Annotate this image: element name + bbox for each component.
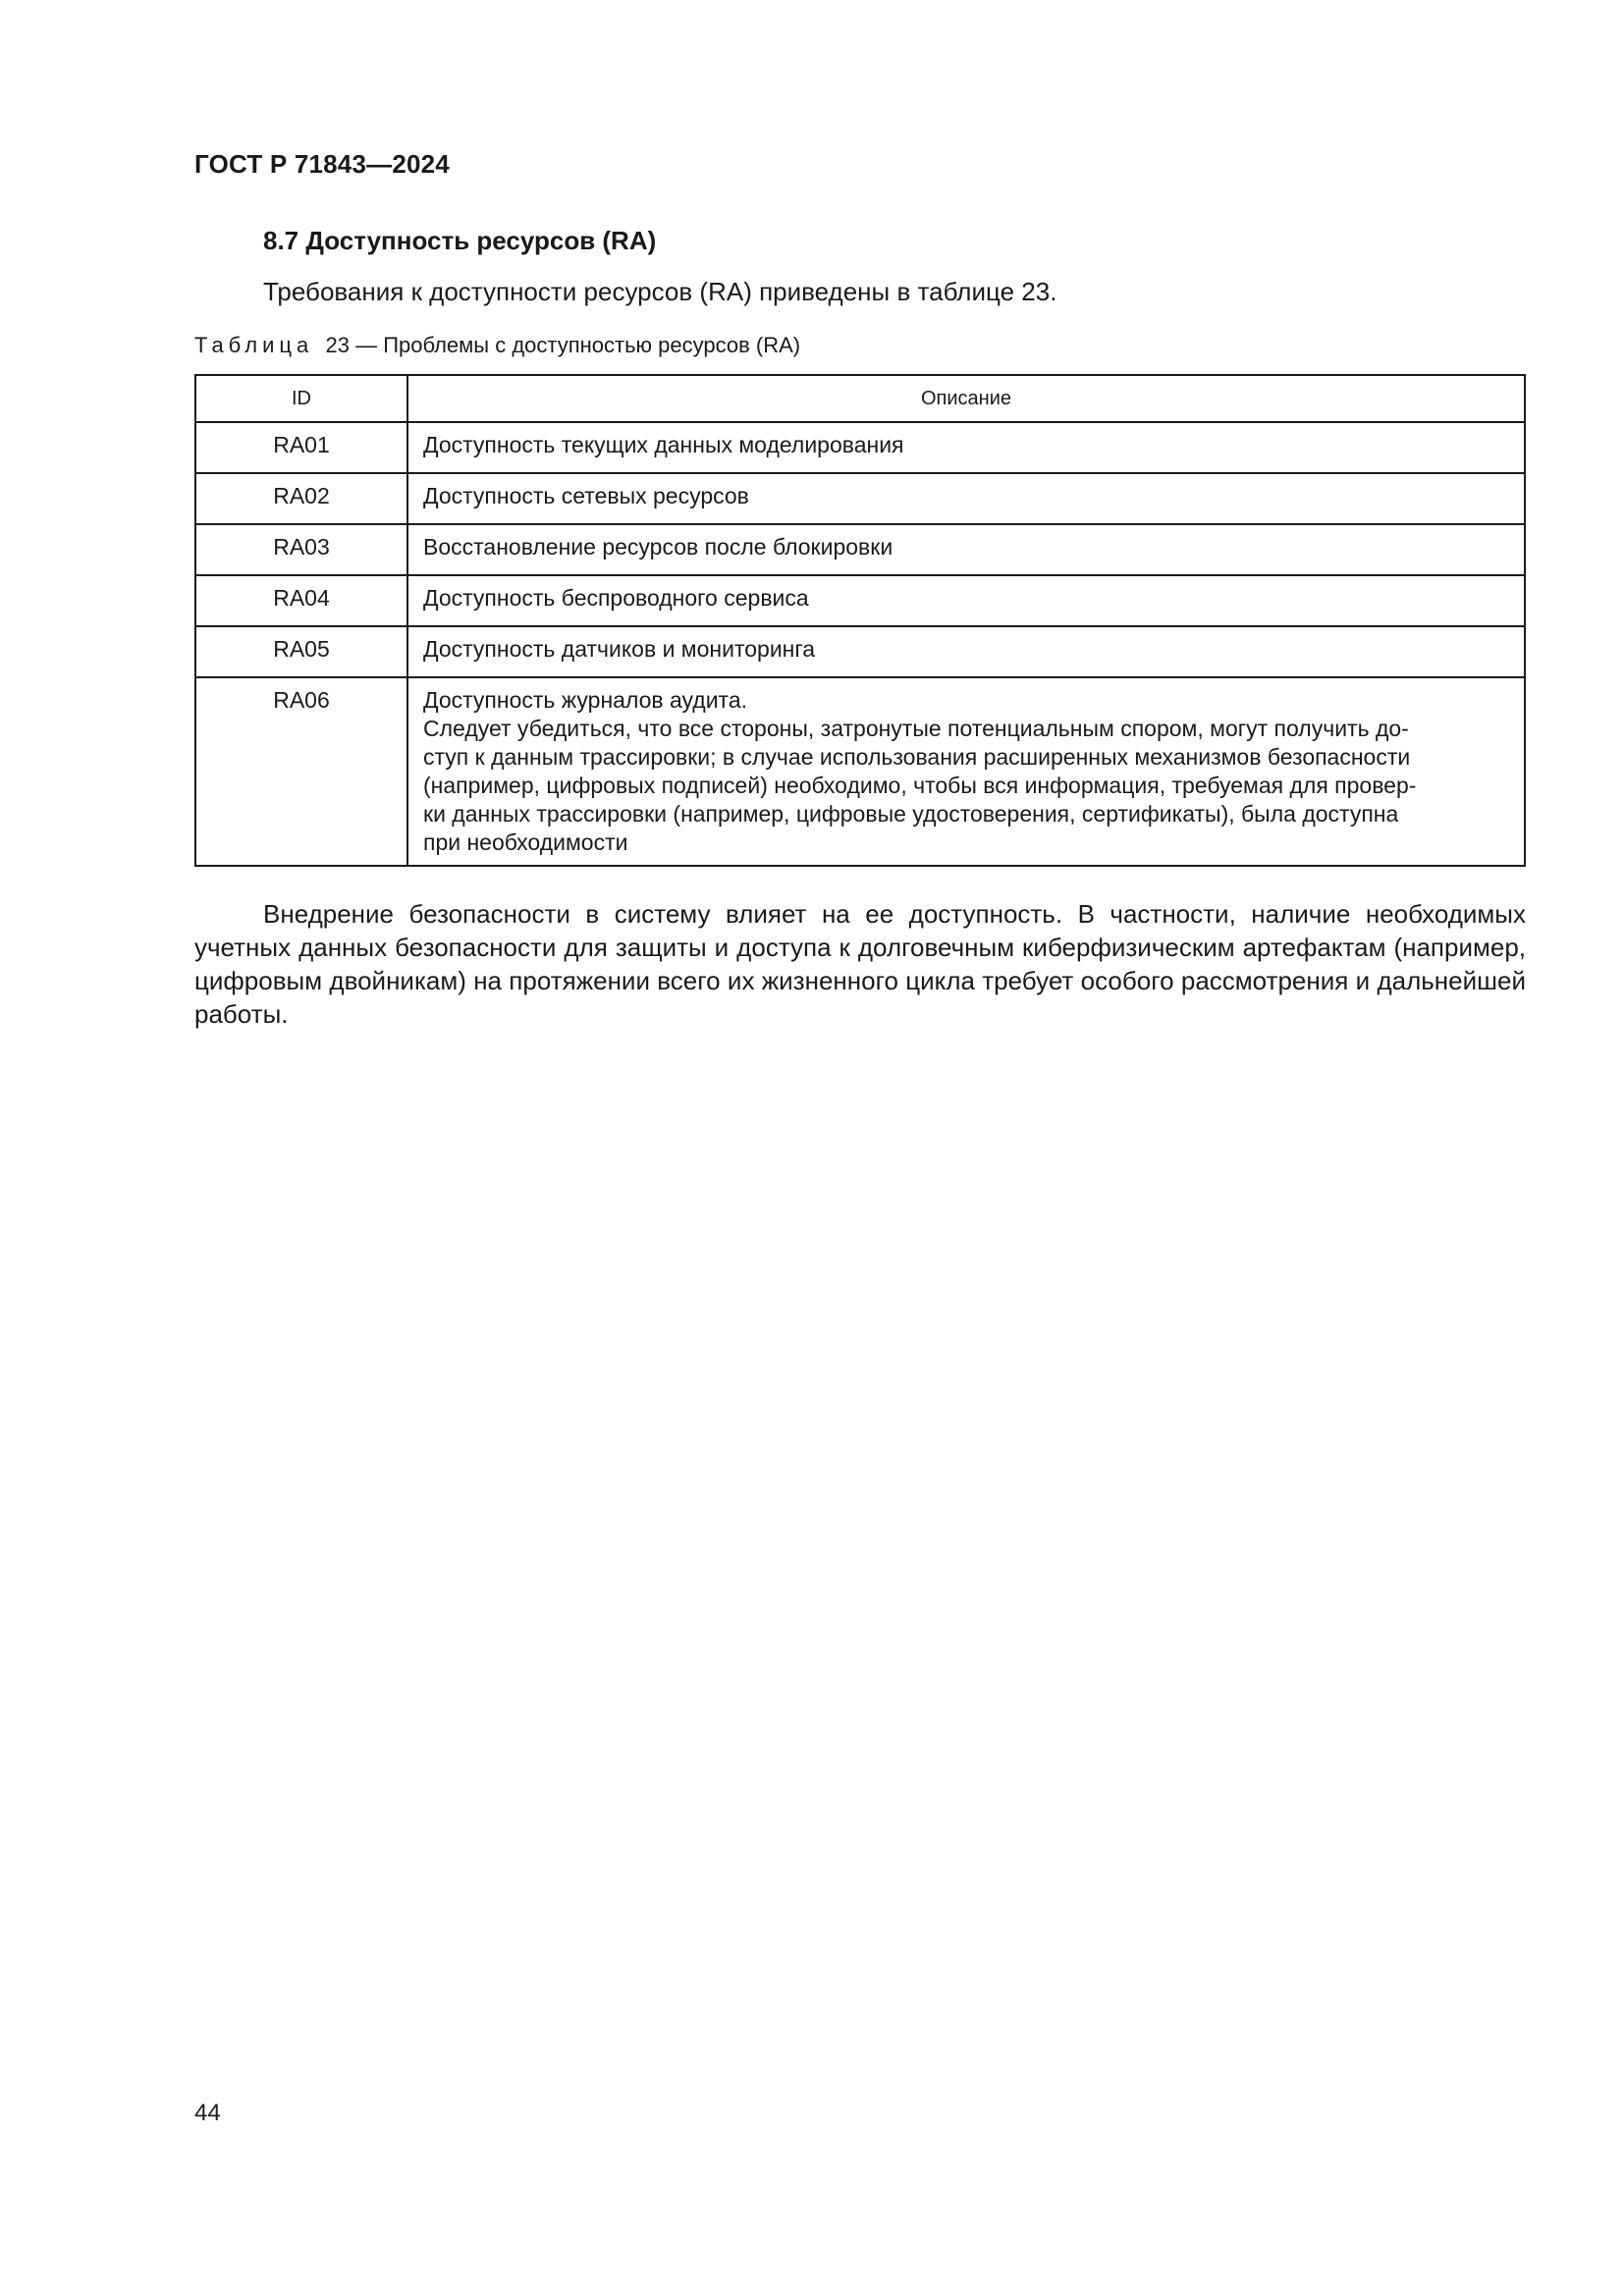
row-description-cell: Доступность текущих данных моделирования [407,422,1525,473]
description-line: ступ к данным трассировки; в случае использования расширенных механизмов безопасности [423,744,1411,770]
table-row [195,524,1525,575]
row-id-cell: RA01 [195,422,407,473]
table-row [195,473,1525,524]
page-number: 44 [194,2100,221,2126]
section-title: 8.7 Доступность ресурсов (RA) [263,226,657,255]
section-intro: Требования к доступности ресурсов (RA) приведены в таблице 23. [263,277,1057,306]
row-id-cell: RA06 [195,677,407,866]
row-description-cell [407,677,1525,866]
table-row [195,575,1525,626]
table-header-row [195,375,1525,422]
table-caption-text: 23 — Проблемы с доступностью ресурсов (RA) [325,333,801,357]
row-id-cell: RA05 [195,626,407,677]
table-row [195,677,1525,866]
description-line: Следует убедиться, что все стороны, затронутые потенциальным спором, могут получить до- [423,716,1409,741]
description-line: ки данных трассировки (например, цифровые удостоверения, сертификаты), была доступна [423,801,1399,827]
table-row [195,626,1525,677]
description-line: при необходимости [423,829,628,855]
table-row [195,422,1525,473]
row-id-cell: RA02 [195,473,407,524]
row-description-cell: Восстановление ресурсов после блокировки [407,524,1525,575]
row-description-cell: Доступность сетевых ресурсов [407,473,1525,524]
table-caption-label: Таблица [194,333,314,357]
resource-availability-table [194,374,1526,867]
column-header-id: ID [195,375,407,422]
description-line: (например, цифровых подписей) необходимо, чтобы вся информация, требуемая для провер- [423,773,1417,798]
table-caption [194,333,800,358]
body-paragraph: Внедрение безопасности в систему влияет на ее доступность. В частности, наличие необходимых учетных данных безопасности для защиты и доступа к долговечным киберфизическим артефактам (например, цифровым двойникам) на протяжении всего их жизненного цикла требует особого рассмотрения и дальнейшей работы. [194,899,1526,1029]
row-description-cell: Доступность датчиков и мониторинга [407,626,1525,677]
document-standard-header: ГОСТ Р 71843—2024 [194,149,450,179]
column-header-description: Описание [407,375,1525,422]
row-id-cell: RA03 [195,524,407,575]
row-description-cell: Доступность беспроводного сервиса [407,575,1525,626]
row-id-cell: RA04 [195,575,407,626]
description-line: Доступность журналов аудита. [423,687,748,713]
